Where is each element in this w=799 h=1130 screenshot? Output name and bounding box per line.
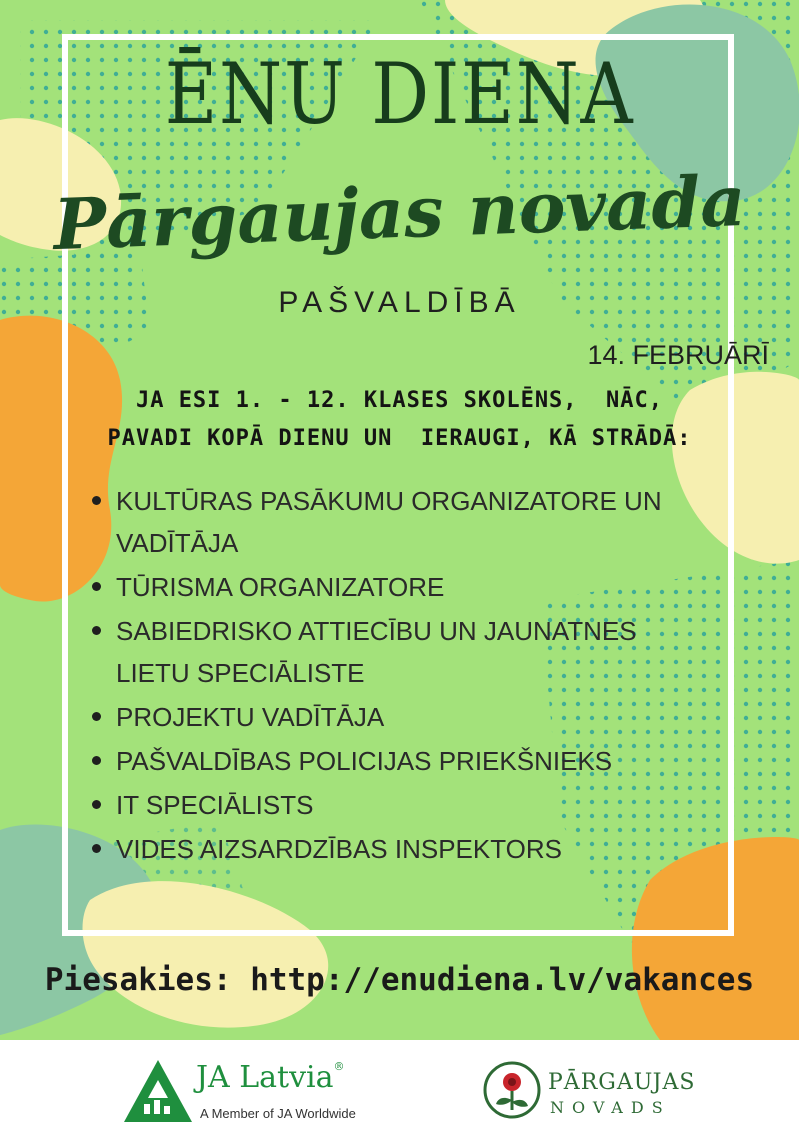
pargaujas-novads-logo [480,1054,720,1126]
intro-text [0,382,799,458]
list-item: PROJEKTU VADĪTĀJA [90,696,710,738]
job-list [90,480,710,872]
list-item: PAŠVALDĪBAS POLICIJAS PRIEKŠNIEKS [90,740,710,782]
ja-latvia-name [196,1060,345,1095]
list-item: IT SPECIĀLISTS [90,784,710,826]
rose-emblem-icon [482,1060,542,1120]
ja-triangle-icon [122,1058,194,1124]
novads-name: NOVADS [550,1098,671,1117]
list-item: VIDES AIZSARDZĪBAS INSPEKTORS [90,828,710,870]
ja-name-text: JA Latvia [196,1060,334,1095]
event-date: 14. FEBRUĀRĪ [587,340,769,370]
pargaujas-name: PĀRGAUJAS [548,1070,696,1095]
footer [0,1040,799,1130]
signup-link[interactable]: Piesakies: http://enudiena.lv/vakances [44,962,755,998]
intro-line-2: PAVADI KOPĀ DIENU UN IERAUGI, KĀ STRĀDĀ: [107,426,692,451]
intro-line-1: JA ESI 1. - 12. KLASES SKOLĒNS, NĀC, [135,388,664,413]
list-item: SABIEDRISKO ATTIECĪBU UN JAUNATNES LIETU SPECIĀLISTE [90,610,710,694]
subtitle-pasvaldiba: PAŠVALDĪBĀ [278,286,521,319]
ja-latvia-logo [122,1056,422,1126]
ja-tagline: A Member of JA Worldwide [200,1106,356,1121]
list-item: TŪRISMA ORGANIZATORE [90,566,710,608]
title-enu-diena: ĒNU DIENA [164,45,635,143]
registered-mark: ® [333,1060,345,1073]
title-pargaujas-novada: Pārgaujas novada [52,158,747,267]
list-item: KULTŪRAS PASĀKUMU ORGANIZATORE UN VADĪTĀJA [90,480,710,564]
